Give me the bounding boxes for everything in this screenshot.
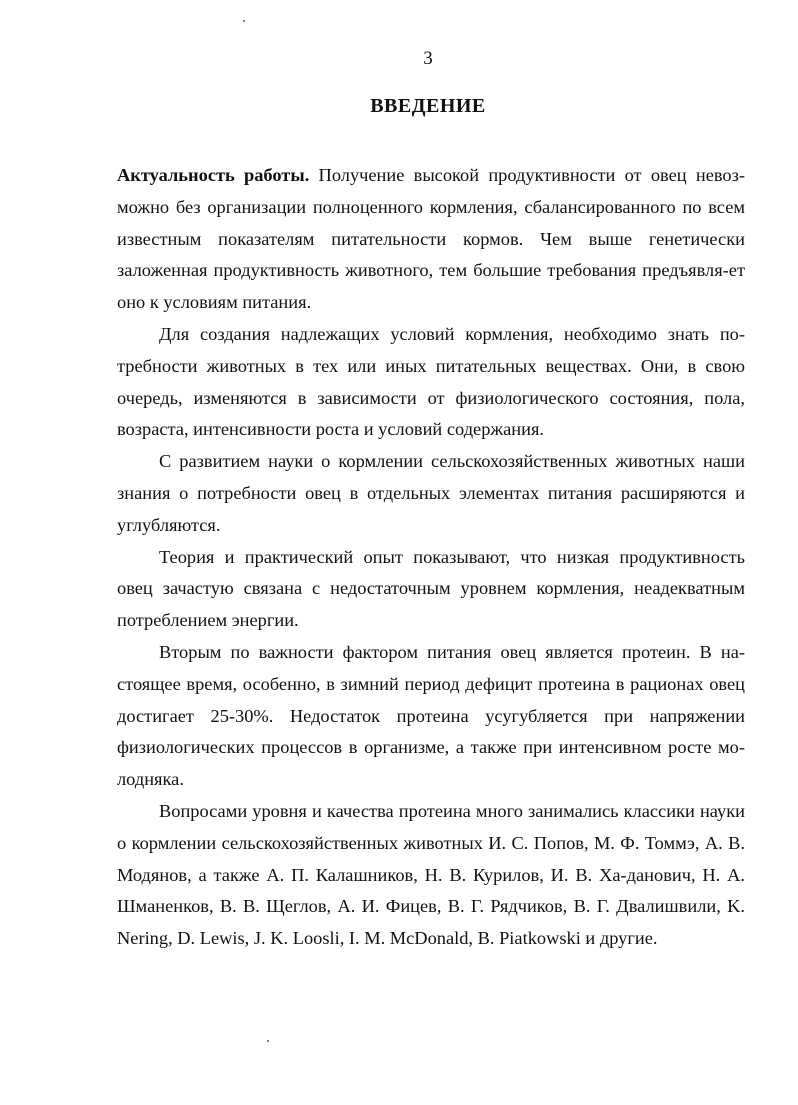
paragraph-relevance: [117, 160, 745, 319]
scan-speck: [267, 1040, 269, 1042]
scan-speck: [243, 20, 245, 22]
section-heading: ВВЕДЕНИЕ: [370, 95, 486, 117]
page-number: 3: [423, 48, 433, 69]
paragraph: Для создания надлежащих условий кормления, необходимо знать по-требности животных в тех или иных питательных веществах. Они, в свою очередь, изменяются в зависимости от физиологического состояния, пола, возраста, интенсивности роста и условий содержания.: [117, 323, 745, 440]
document-body: [117, 160, 745, 955]
paragraph-text: Получение высокой продуктивности от овец невоз-можно без организации полноценного кормления, сбалансированного по всем известным показателям питательности кормов. Чем выше генетически заложенная продуктивность животного, тем большие требования предъявля-ет оно к условиям питания.: [117, 165, 745, 313]
paragraph: Теория и практический опыт показывают, что низкая продуктивность овец зачастую связана с недостаточным уровнем кормления, неадекватным потреблением энергии.: [117, 546, 745, 631]
paragraph: Вторым по важности фактором питания овец является протеин. В на-стоящее время, особенно, в зимний период дефицит протеина в рационах овец достигает 25-30%. Недостаток протеина усугубляется при напряжении физиологических процессов в организме, а также при интенсивном росте мо-лодняка.: [117, 641, 745, 790]
paragraph: Вопросами уровня и качества протеина много занимались классики науки о кормлении сельскохозяйственных животных И. С. Попов, М. Ф. Томмэ, А. В. Модянов, а также А. П. Калашников, Н. В. Курилов, И. В. Ха-данович, Н. А. Шманенков, В. В. Щеглов, А. И. Фицев, В. Г. Рядчиков, В. Г. Двалишвили, K. Nering, D. Lewis, J. K. Loosli, I. M. McDonald, B. Piatkowski и другие.: [117, 800, 745, 949]
paragraph-lead: Актуальность работы.: [117, 165, 310, 185]
paragraph: С развитием науки о кормлении сельскохозяйственных животных наши знания о потребности овец в отдельных элементах питания расширяются и углубляются.: [117, 451, 745, 535]
